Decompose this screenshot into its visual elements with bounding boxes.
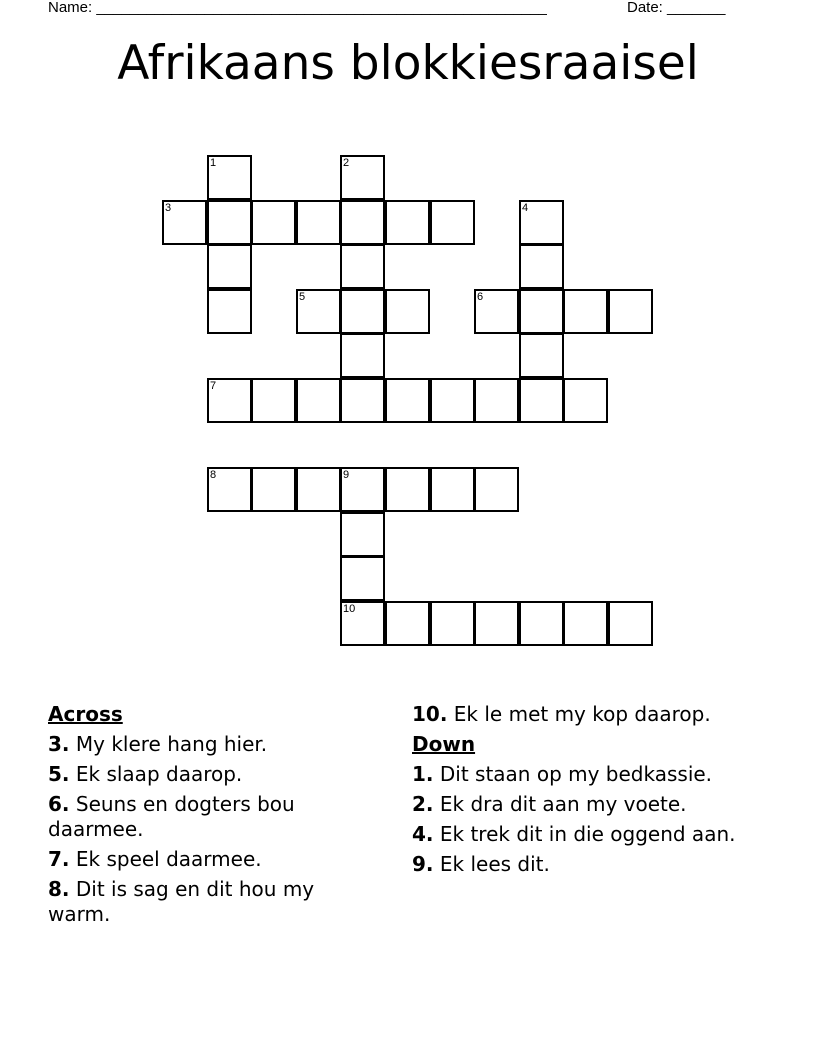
grid-cell[interactable] (563, 601, 608, 646)
grid-cell[interactable] (519, 333, 564, 378)
grid-cell[interactable] (430, 467, 475, 512)
clue-text: Ek speel daarmee. (75, 847, 262, 871)
clue-number: 7. (48, 847, 70, 871)
clue-number: 4. (412, 822, 434, 846)
grid-cell[interactable] (251, 467, 296, 512)
clue-number: 8. (48, 877, 70, 901)
down-clue-2 (412, 792, 772, 817)
grid-cell[interactable] (563, 289, 608, 334)
grid-cell-4[interactable] (519, 200, 564, 245)
clue-number: 3. (48, 732, 70, 756)
grid-cell-7[interactable] (207, 378, 252, 423)
grid-cell-3[interactable] (162, 200, 207, 245)
clue-text: Ek le met my kop daarop. (453, 702, 711, 726)
grid-cell[interactable] (207, 244, 252, 289)
across-clue-3 (48, 732, 378, 757)
grid-cell-10[interactable] (340, 601, 385, 646)
grid-cell[interactable] (385, 378, 430, 423)
grid-cell[interactable] (519, 244, 564, 289)
across-clues (48, 702, 378, 932)
across-clue-8 (48, 877, 378, 927)
grid-cell[interactable] (385, 289, 430, 334)
grid-cell[interactable] (340, 289, 385, 334)
grid-cell[interactable] (474, 601, 519, 646)
clue-number: 10. (412, 702, 448, 726)
grid-cell[interactable] (385, 467, 430, 512)
clue-number: 1. (412, 762, 434, 786)
grid-cell[interactable] (385, 200, 430, 245)
grid-cell[interactable] (608, 289, 653, 334)
down-clues (412, 702, 772, 882)
clue-number: 2. (412, 792, 434, 816)
grid-cell[interactable] (519, 289, 564, 334)
clue-text: Dit is sag en dit hou my warm. (48, 877, 315, 926)
clue-text: Seuns en dogters bou daarmee. (48, 792, 295, 841)
page-title: Afrikaans blokkiesraaisel (117, 36, 699, 91)
cell-number: 7 (210, 380, 217, 392)
grid-cell[interactable] (340, 200, 385, 245)
grid-cell[interactable] (207, 200, 252, 245)
clue-text: Ek trek dit in die oggend aan. (439, 822, 736, 846)
grid-cell[interactable] (519, 378, 564, 423)
grid-cell-6[interactable] (474, 289, 519, 334)
cell-number: 8 (210, 469, 217, 481)
grid-cell-8[interactable] (207, 467, 252, 512)
date-line: Date: _______ (627, 0, 726, 16)
cell-number: 4 (522, 202, 529, 214)
grid-cell[interactable] (430, 200, 475, 245)
grid-cell[interactable] (519, 601, 564, 646)
clue-text: My klere hang hier. (75, 732, 268, 756)
cell-number: 3 (165, 202, 172, 214)
grid-cell-5[interactable] (296, 289, 341, 334)
clue-text: Ek dra dit aan my voete. (439, 792, 687, 816)
grid-cell-2[interactable] (340, 155, 385, 200)
clue-number: 5. (48, 762, 70, 786)
cell-number: 5 (299, 291, 306, 303)
down-clue-4 (412, 822, 772, 847)
cell-number: 6 (477, 291, 484, 303)
grid-cell[interactable] (430, 378, 475, 423)
across-clue-5 (48, 762, 378, 787)
grid-cell[interactable] (563, 378, 608, 423)
grid-cell[interactable] (251, 378, 296, 423)
grid-cell[interactable] (296, 378, 341, 423)
across-clue-10 (412, 702, 772, 727)
grid-cell[interactable] (474, 378, 519, 423)
clue-text: Ek lees dit. (439, 852, 550, 876)
grid-cell[interactable] (340, 333, 385, 378)
down-clue-1 (412, 762, 772, 787)
grid-cell[interactable] (296, 467, 341, 512)
clue-number: 6. (48, 792, 70, 816)
cell-number: 1 (210, 157, 217, 169)
grid-cell[interactable] (296, 200, 341, 245)
across-clue-7 (48, 847, 378, 872)
grid-cell[interactable] (251, 200, 296, 245)
grid-cell-9[interactable] (340, 467, 385, 512)
grid-cell[interactable] (474, 467, 519, 512)
clue-text: Dit staan op my bedkassie. (439, 762, 713, 786)
grid-cell[interactable] (207, 289, 252, 334)
cell-number: 10 (343, 603, 356, 615)
grid-cell-1[interactable] (207, 155, 252, 200)
clue-number: 9. (412, 852, 434, 876)
grid-cell[interactable] (430, 601, 475, 646)
grid-cell[interactable] (340, 378, 385, 423)
grid-cell[interactable] (340, 512, 385, 557)
cell-number: 9 (343, 469, 350, 481)
cell-number: 2 (343, 157, 350, 169)
across-heading: Across (48, 702, 123, 726)
across-clue-6 (48, 792, 378, 842)
grid-cell[interactable] (340, 244, 385, 289)
down-heading: Down (412, 732, 476, 756)
down-clue-9 (412, 852, 772, 877)
name-line: Name: ______________________________________________________ (48, 0, 547, 16)
clue-text: Ek slaap daarop. (75, 762, 243, 786)
grid-cell[interactable] (340, 556, 385, 601)
grid-cell[interactable] (608, 601, 653, 646)
grid-cell[interactable] (385, 601, 430, 646)
